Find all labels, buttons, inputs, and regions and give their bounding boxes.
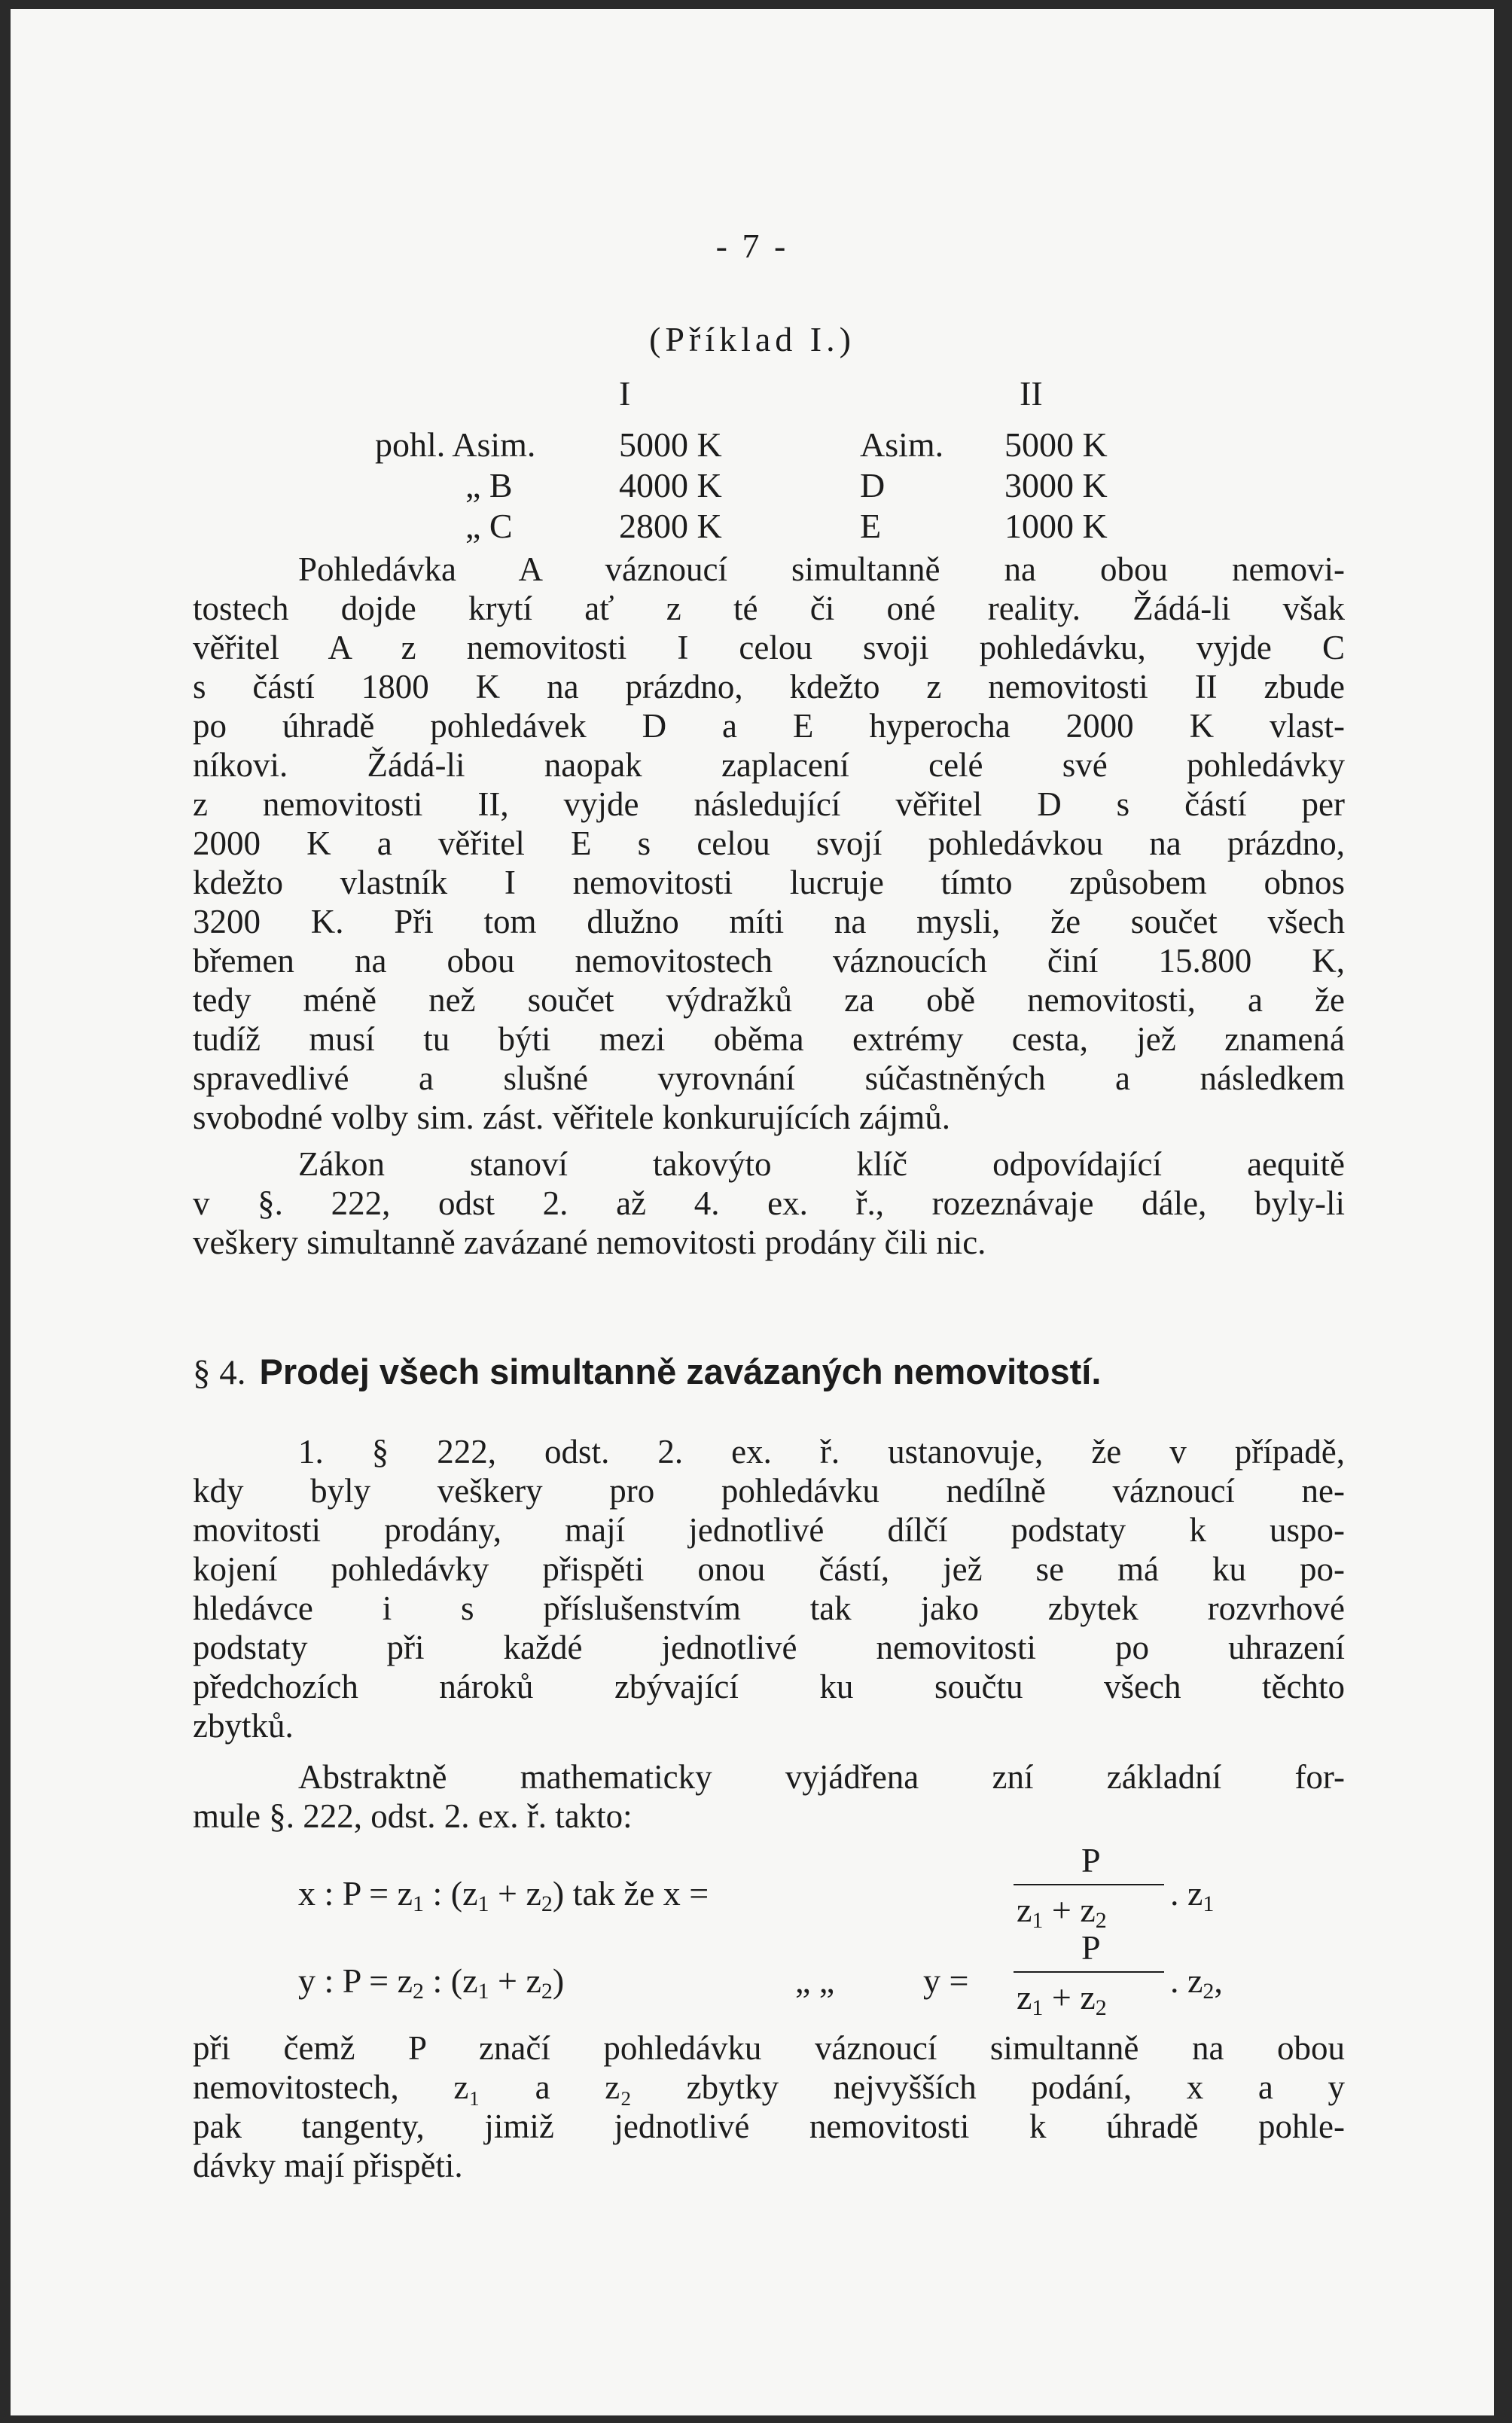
row-creditor-ii: Asim.	[860, 425, 944, 464]
text-line: kdežto vlastník I nemovitosti lucruje tímto způsobem obnos	[193, 864, 1345, 901]
col-header-2: II	[1020, 374, 1043, 413]
text-line: v §. 222, odst 2. až 4. ex. ř., rozeznávaje dále, byly-li	[193, 1184, 1345, 1222]
text-line: pak tangenty, jimiž jednotlivé nemovitosti k úhradě pohle-	[193, 2108, 1345, 2145]
fraction-bar	[1014, 1884, 1164, 1885]
text-line: s částí 1800 K na prázdno, kdežto z nemovitosti II zbude	[193, 668, 1345, 706]
formula-multiplier: . $z_2$,	[1170, 1961, 1223, 2004]
row-label: pohl. Asim.	[375, 425, 536, 464]
text-line: Zákon stanoví takovýto klíč odpovídající aequitě	[298, 1145, 1345, 1183]
row-value-ii: 5000 K	[1004, 425, 1108, 464]
section-heading	[193, 1351, 1367, 1393]
row-creditor-ii: E	[860, 507, 882, 545]
text-line: veškery simultanně zavázané nemovitosti prodány čili nic.	[193, 1224, 986, 1261]
text-line: dávky mají přispěti.	[193, 2147, 463, 2184]
fraction-denominator: $z_1 + z_2$	[1017, 1978, 1107, 2020]
row-label: „ C	[465, 507, 513, 545]
text-line: podstaty při každé jednotlivé nemovitosti po uhrazení	[193, 1629, 1345, 1666]
text-line: předchozích nároků zbývající ku součtu všech těchto	[193, 1668, 1345, 1705]
fraction-bar	[1014, 1971, 1164, 1973]
text-line: hledávce i s příslušenstvím tak jako zbytek rozvrhové	[193, 1589, 1345, 1627]
text-line: spravedlivé a slušné vyrovnání súčastněných a následkem	[193, 1059, 1345, 1097]
col-header-1: I	[619, 374, 631, 413]
text-line: břemen na obou nemovitostech váznoucích činí 15.800 K,	[193, 942, 1345, 980]
formula-y: y =	[923, 1961, 969, 2000]
row-label: „ B	[465, 466, 513, 504]
row-value-i: 5000 K	[619, 425, 722, 464]
text-line: 3200 K. Při tom dlužno míti na mysli, že součet všech	[193, 903, 1345, 940]
example-caption: (Příklad I.)	[649, 320, 855, 358]
text-line: mule §. 222, odst. 2. ex. ř. takto:	[193, 1797, 633, 1835]
section-symbol: § 4.	[193, 1353, 246, 1392]
text-line: po úhradě pohledávek D a E hyperocha 2000 K vlast-	[193, 707, 1345, 745]
text-line: Pohledávka A váznoucí simultanně na obou nemovi-	[298, 550, 1345, 588]
text-line: tostech dojde krytí ať z té či oné reality. Žádá-li však	[193, 590, 1345, 627]
section-title: Prodej všech simultanně zavázaných nemovitostí.	[259, 1352, 1102, 1391]
page-number: - 7 -	[715, 227, 789, 265]
document-page	[11, 9, 1494, 2415]
text-line: Abstraktně mathematicky vyjádřena zní základní for-	[298, 1758, 1345, 1796]
text-line: tudíž musí tu býti mezi oběma extrémy cesta, jež znamená	[193, 1020, 1345, 1058]
text-line: věřitel A z nemovitosti I celou svoji pohledávku, vyjde C	[193, 629, 1345, 666]
text-line: z nemovitosti II, vyjde následující věřitel D s částí per	[193, 785, 1345, 823]
row-value-i: 4000 K	[619, 466, 722, 504]
text-line: při čemž P značí pohledávku váznoucí simultanně na obou	[193, 2029, 1345, 2067]
text-line: nemovitostech, z₁ a z₂ zbytky nejvyšších podání, x a y	[193, 2068, 1345, 2106]
text-line: movitosti prodány, mají jednotlivé dílčí podstaty k uspo-	[193, 1511, 1345, 1549]
row-value-ii: 1000 K	[1004, 507, 1108, 545]
ditto-marks: „ „	[795, 1961, 835, 2000]
fraction-numerator: P	[1081, 1928, 1101, 1967]
text-line: kojení pohledávky přispěti onou částí, jež se má ku po-	[193, 1550, 1345, 1588]
formula-text: x : $P = z_1$ : $(z_1 + z_2)$ tak že x =	[298, 1874, 709, 1916]
text-line: svobodné volby sim. zást. věřitele konkurujících zájmů.	[193, 1099, 951, 1136]
row-value-i: 2800 K	[619, 507, 722, 545]
fraction-numerator: P	[1081, 1841, 1101, 1879]
text-line: zbytků.	[193, 1707, 294, 1745]
fraction-denominator: $z_1 + z_2$	[1017, 1891, 1107, 1933]
text-line: tedy méně než součet výdražků za obě nemovitosti, a že	[193, 981, 1345, 1019]
text-line: 2000 K a věřitel E s celou svojí pohledávkou na prázdno,	[193, 824, 1345, 862]
text-line: kdy byly veškery pro pohledávku nedílně váznoucí ne-	[193, 1472, 1345, 1510]
row-value-ii: 3000 K	[1004, 466, 1108, 504]
formula-multiplier: . $z_1$	[1170, 1874, 1215, 1916]
formula-text: y : $P = z_2$ : $(z_1 + z_2)$	[298, 1961, 565, 2004]
row-creditor-ii: D	[860, 466, 886, 504]
text-line: níkovi. Žádá-li naopak zaplacení celé své pohledávky	[193, 746, 1345, 784]
text-line: 1. § 222, odst. 2. ex. ř. ustanovuje, že v případě,	[298, 1433, 1345, 1471]
